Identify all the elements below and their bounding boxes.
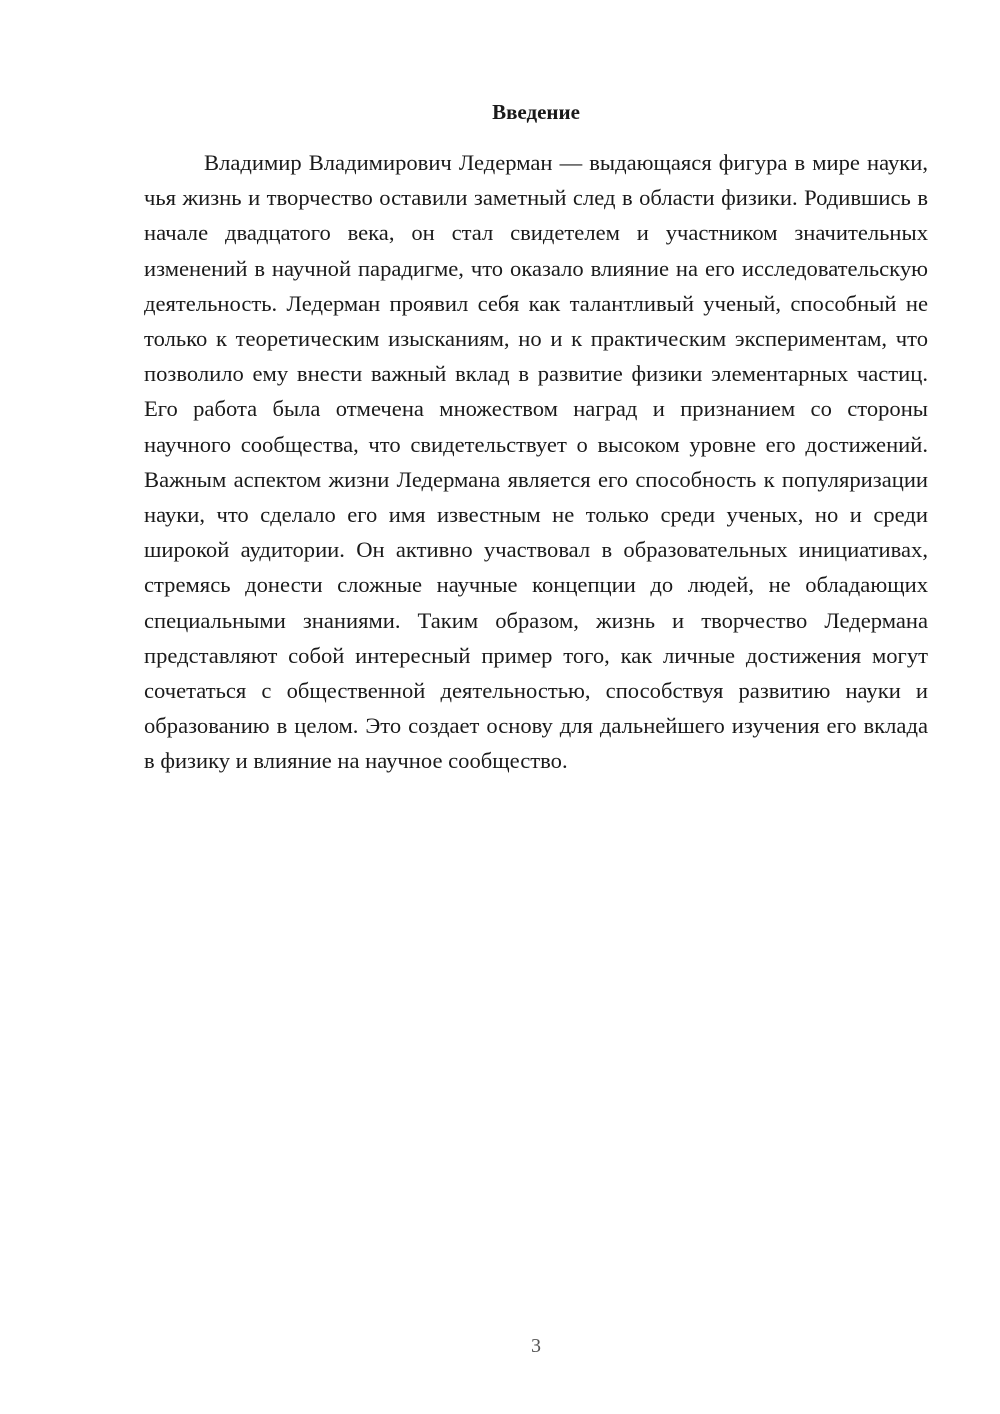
section-heading: Введение [492, 100, 580, 124]
body-paragraph: Владимир Владимирович Ледерман — выдающаяся фигура в мире науки, чья жизнь и творчество оставили заметный след в области физики. Родившись в начале двадцатого века, он стал свидетелем и участником значительных изменений в научной парадигме, что оказало влияние на его исследовательскую деятельность. Ледерман проявил себя как талантливый ученый, способный не только к теоретическим изысканиям, но и к практическим экспериментам, что позволило ему внести важный вклад в развитие физики элементарных частиц. Его работа была отмечена множеством наград и признанием со стороны научного сообщества, что свидетельствует о высоком уровне его достижений. Важным аспектом жизни Ледермана является его способность к популяризации науки, что сделало его имя известным не только среди ученых, но и среди широкой аудитории. Он активно участвовал в образовательных инициативах, стремясь донести сложные научные концепции до людей, не обладающих специальными знаниями. Таким образом, жизнь и творчество Ледермана представляют собой интересный пример того, как личные достижения могут сочетаться с общественной деятельностью, способствуя развитию науки и образованию в целом. Это создает основу для дальнейшего изучения его вклада в физику и влияние на научное сообщество. [144, 150, 928, 774]
page-number: 3 [531, 1335, 541, 1357]
